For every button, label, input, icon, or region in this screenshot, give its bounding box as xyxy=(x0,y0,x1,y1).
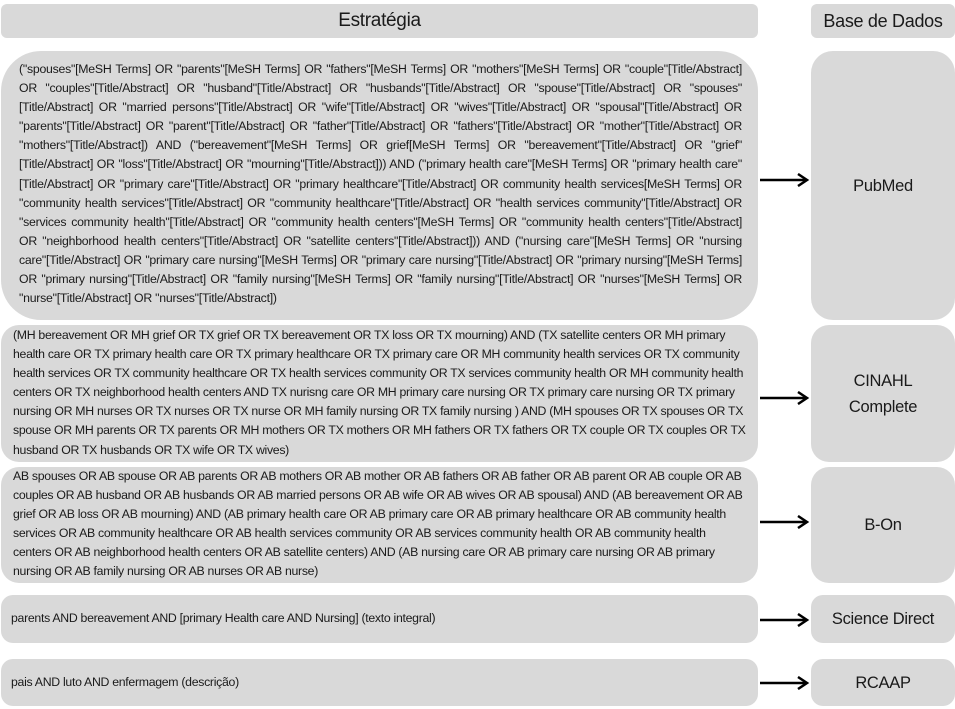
strategy-box-pubmed xyxy=(1,51,758,320)
strategy-box-science-direct xyxy=(1,595,758,643)
arrow-right-icon xyxy=(760,391,810,405)
database-box-rcaap xyxy=(811,659,955,706)
strategy-text: AB spouses OR AB spouse OR AB parents OR AB mothers OR AB mother OR AB fathers OR AB father OR AB parent OR AB couple OR AB couples OR AB husband OR AB husbands OR AB married persons OR AB wife OR AB wives OR AB spousal) AND (AB bereavement OR AB grief OR AB loss OR AB mourning) AND (AB primary health care OR AB primary care OR AB primary healthcare OR AB community health services OR AB community healthcare OR AB health services community OR AB services community health OR AB community health centers OR AB neighborhood health centers OR AB satellite centers) AND (AB nursing care OR AB primary care nursing OR AB primary nursing OR AB family nursing OR AB nurses OR AB nurse) xyxy=(13,469,743,579)
strategy-text: parents AND bereavement AND [primary Health care AND Nursing] (texto integral) xyxy=(11,611,436,626)
database-label-line2: Complete xyxy=(848,397,918,416)
database-box-science-direct xyxy=(811,595,955,643)
strategy-text: ("spouses"[MeSH Terms] OR "parents"[MeSH Terms] OR "fathers"[MeSH Terms] OR "mothers"[MeSH Terms] OR "couple"[Title/Abstract] OR "couples"[Title/Abstract] OR "husband"[Title/Abstract] OR "husbands"[Title/Abstract] OR "spouse"[Title/Abstract] OR "spouses"[Title/Abstract] OR "married persons"[Title/Abstract] OR "wife"[Title/Abstract] OR "wives"[Title/Abstract] OR "spousal"[Title/Abstract] OR "parents"[Title/Abstract] OR "parent"[Title/Abstract] OR "father"[Title/Abstract] OR "fathers"[Title/Abstract] OR "mother"[Title/Abstract] OR "mothers"[Title/Abstract]) AND ("bereavement"[MeSH Terms] OR grief[MeSH Terms] OR "bereavement"[Title/Abstract] OR "grief"[Title/Abstract] OR "loss"[Title/Abstract] OR "mourning"[Title/Abstract])) AND ("primary health care"[MeSH Terms] OR "primary health care"[Title/Abstract] OR "primary care"[Title/Abstract] OR "primary healthcare"[Title/Abstract] OR community health services[MeSH Terms] OR "community health services"[Title/Abstract] OR "community healthcare"[Title/Abstract] OR "health services community"[Title/Abstract] OR "services community health"[Title/Abstract] OR "community health centers"[MeSH Terms] OR "community health centers"[Title/Abstract] OR "neighborhood health centers"[Title/Abstract] OR "satellite centers"[Title/Abstract])) AND ("nursing care"[MeSH Terms] OR "nursing care"[Title/Abstract] OR "primary care nursing"[MeSH Terms] OR "primary care nursing"[Title/Abstract] OR "primary nursing"[MeSH Terms] OR "primary nursing"[Title/Abstract] OR "family nursing"[MeSH Terms] OR "family nursing"[Title/Abstract] OR "nurses"[MeSH Terms] OR "nurse"[Title/Abstract] OR "nurses"[Title/Abstract]) xyxy=(19,62,742,306)
database-label: B-On xyxy=(864,516,902,534)
database-label-line1: CINAHL xyxy=(853,371,913,390)
arrow-right-icon xyxy=(760,515,810,529)
strategy-header-label: Estratégia xyxy=(338,10,421,31)
database-header-label: Base de Dados xyxy=(823,10,943,31)
arrow-right-icon xyxy=(760,676,810,690)
strategy-text: pais AND luto AND enfermagem (descrição) xyxy=(11,674,239,689)
strategy-box-bon xyxy=(1,467,758,583)
database-box-bon xyxy=(811,467,955,583)
arrow-right-icon xyxy=(760,173,810,187)
database-box-pubmed xyxy=(811,51,955,320)
database-box-cinahl xyxy=(811,325,955,462)
arrow-right-icon xyxy=(760,613,810,627)
database-header xyxy=(811,4,955,38)
database-label: RCAAP xyxy=(855,673,911,692)
strategy-box-rcaap xyxy=(1,659,758,706)
strategy-box-cinahl xyxy=(1,325,758,462)
strategy-text: (MH bereavement OR MH grief OR TX grief OR TX bereavement OR TX loss OR TX mourning) AND (TX satellite centers OR MH primary health care OR TX primary health care OR TX primary healthcare OR TX primary care OR MH community health services OR TX community health services OR TX community healthcare OR TX health services community OR TX services community health OR MH community health centers OR TX neighborhood health centers AND TX nurisng care OR MH primary care nursing OR TX primary care nursing OR TX primary nursing OR MH nurses OR TX nurses OR TX nurse OR MH family nursing OR TX family nursing ) AND (MH spouses OR TX spouses OR TX spouse OR MH parents OR TX parents OR MH mothers OR TX mothers OR MH fathers OR TX fathers OR TX couple OR TX couples OR TX husband OR TX husbands OR TX wife OR TX wives) xyxy=(13,328,746,457)
database-label: PubMed xyxy=(853,176,913,195)
strategy-header xyxy=(1,4,758,38)
database-label: Science Direct xyxy=(831,610,935,628)
